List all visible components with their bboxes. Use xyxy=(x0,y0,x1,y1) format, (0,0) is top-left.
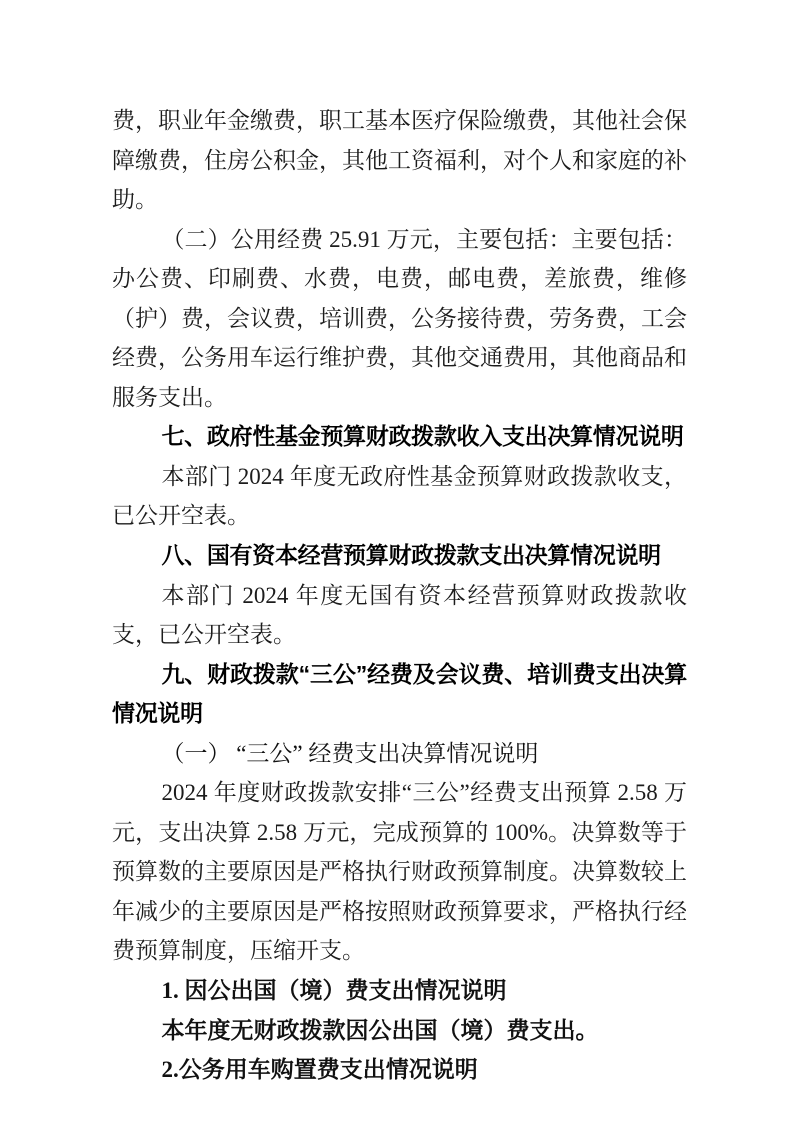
subheading-overseas-travel-expense: 1. 因公出国（境）费支出情况说明 xyxy=(161,978,507,1004)
paragraph-section-eight-body: 本部门 2024 年度无国有资本经营预算财政拨款收支，已公开空表。 xyxy=(112,582,687,648)
subheading-three-public-expense-accounts: （一） “三公” 经费支出决算情况说明 xyxy=(161,740,539,766)
paragraph-overseas-travel-expense-body: 本年度无财政拨款因公出国（境）费支出。 xyxy=(161,1017,599,1043)
paragraph-three-public-expense-details: 2024 年度财政拨款安排“三公”经费支出预算 2.58 万元，支出决算 2.58 万元，完成预算的 100%。决算数等于预算数的主要原因是严格执行财政预算制度。决算数较上年减少的主要原因是严格按照财政预算要求，严格执行经费预算制度，压缩开支。 xyxy=(112,780,687,964)
heading-section-eight-state-capital-budget: 八、国有资本经营预算财政拨款支出决算情况说明 xyxy=(161,542,661,569)
paragraph-wage-benefits-continued: 费，职业年金缴费，职工基本医疗保险缴费，其他社会保障缴费，住房公积金，其他工资福利，对个人和家庭的补助。 xyxy=(112,108,687,213)
heading-section-seven-government-fund-budget: 七、政府性基金预算财政拨款收入支出决算情况说明 xyxy=(161,423,684,450)
paragraph-public-operating-funds: （二）公用经费 25.91 万元，主要包括：主要包括：办公费、印刷费、水费，电费，邮电费，差旅费，维修（护）费，会议费，培训费，公务接待费，劳务费，工会经费，公务用车运行维护费，其他交通费用，其他商品和服务支出。 xyxy=(112,226,687,410)
heading-section-nine-three-public-expenses: 九、财政拨款“三公”经费及会议费、培训费支出决算情况说明 xyxy=(112,660,687,727)
subheading-official-vehicle-purchase-expense: 2.公务用车购置费支出情况说明 xyxy=(161,1057,478,1083)
paragraph-section-seven-body: 本部门 2024 年度无政府性基金预算财政拨款收支，已公开空表。 xyxy=(112,463,687,529)
document-content xyxy=(112,101,687,1090)
